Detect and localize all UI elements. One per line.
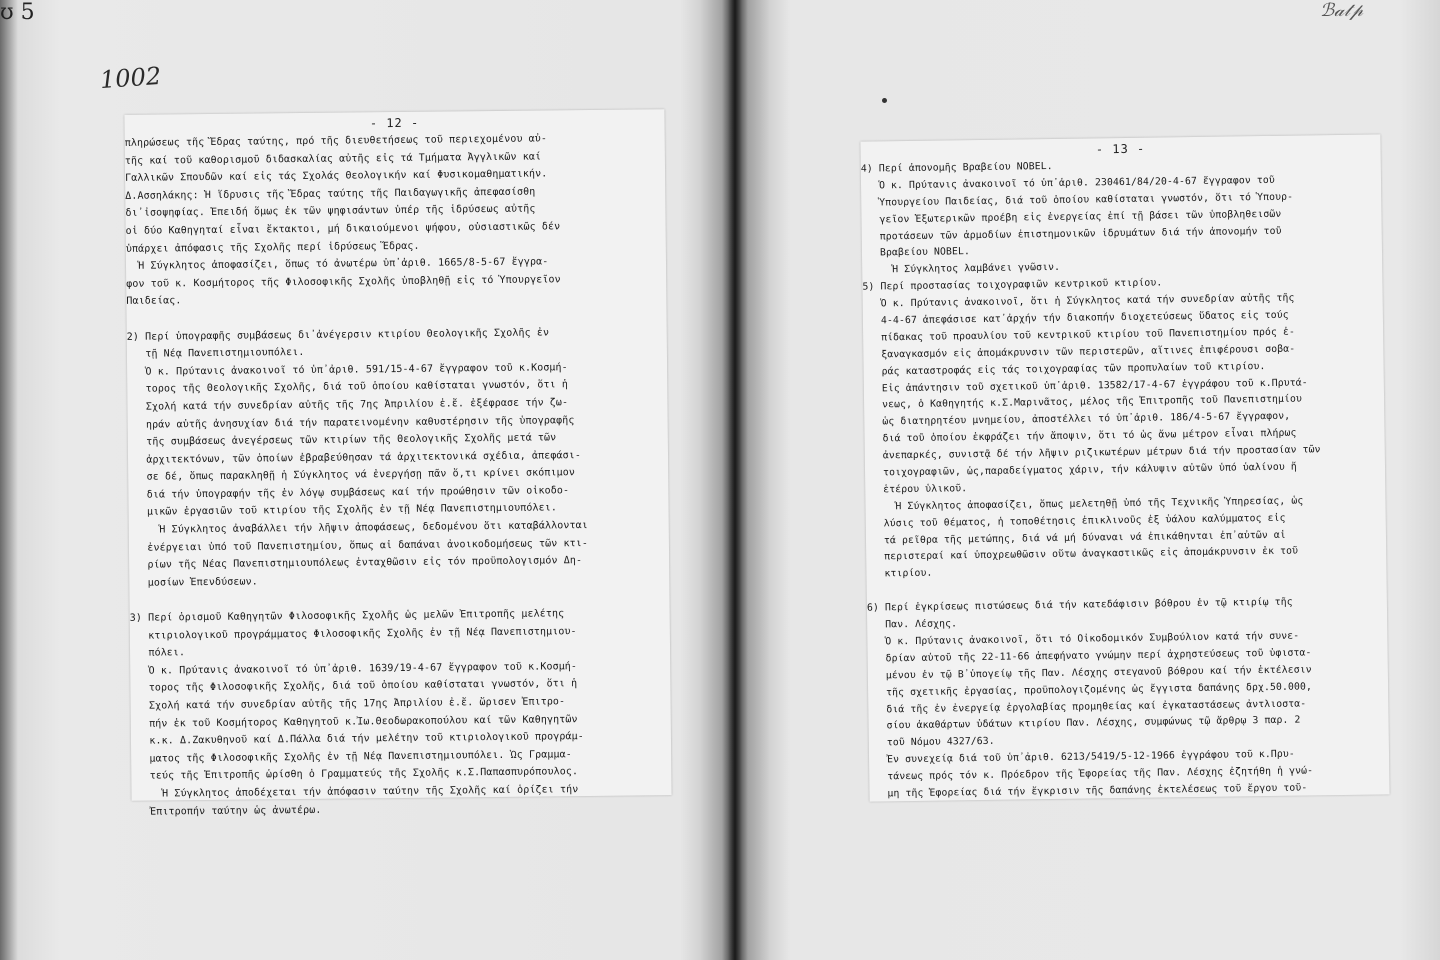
text-line: τοιχογραφιῶν, ὡς,παραδείγματος χάριν, τήν κάλυψιν αὐτῶν ὑπό ὑαλίνου ἤ: [864, 461, 1297, 479]
text-line: προτάσεων τῶν ἁρμοδίων ἐπιστημονικῶν ἱδρυμάτων διά τήν ἀπονομήν τοῦ: [861, 225, 1282, 243]
text-line: Ἐπιτροπήν ταύτην ὡς ἀνωτέρω.: [131, 804, 322, 818]
text-line: ὑπάρχει ἀπόφασις τῆς Σχολῆς περί ἱδρύσεως Ἕδρας.: [125, 240, 420, 255]
text-line: Σχολή κατά τήν συνεδρίαν αὐτῆς τῆς 17ης Ἀπριλίου ἐ.ἔ. ὥρισεν Ἐπιτρο-: [130, 696, 566, 712]
text-line: Δ.Ασσηλάκης: Ἡ ἵδρυσις τῆς Ἕδρας ταύτης τῆς Παιδαγωγικῆς ἀπεφασίσθη: [125, 186, 536, 202]
text-line: τάνεως πρός τόν κ. Πρόεδρον τῆς Ἐφορείας τῆς Παν. Λέσχης ἐζητήθη ἡ γνώ-: [869, 765, 1314, 783]
text-line: διά τήν ὑπογραφήν τῆς ἐν λόγῳ συμβάσεως καί τήν προώθησιν τῶν οἰκοδο-: [128, 485, 570, 501]
text-line: σίου ἀκαθάρτων ὑδάτων κτιρίου Παν. Λέσχης, συμφώνως τῷ ἄρθρῳ 3 παρ. 2: [868, 714, 1301, 732]
text-line: 6) Περί ἐγκρίσεως πιστώσεως διά τήν κατεδάφισιν βόθρου ἐν τῷ κτιρίῳ τῆς: [866, 596, 1293, 614]
text-line: Βραβείου NOBEL.: [861, 246, 971, 260]
text-line: μένου ἐν τῷ Β᾽ὑπογείῳ τῆς Παν. Λέσχης στεγανοῦ βόθρου καί τήν ἐκτέλεσιν: [867, 664, 1312, 682]
text-line: ἑτέρου ὑλικοῦ.: [865, 483, 968, 496]
text-line: ξαναγκασμόν εἰς ἀπομάκρυνσιν τῶν περιστερῶν, αἵτινες ἐπιφέρουσι σοβα-: [863, 343, 1296, 361]
text-line: Ἡ Σύγκλητος ἀποφασίζει, ὅπως μελετηθῇ ὑπό τῆς Τεχνικῆς Ὑπηρεσίας, ὡς: [865, 495, 1304, 513]
text-line: δρίαν αὐτοῦ τῆς 22-11-66 ἀπεφήνατο γνώμην περί ἀχρηστεύσεως τοῦ ὑφιστα-: [867, 647, 1312, 665]
corner-handwriting: ʊ 5: [0, 0, 35, 25]
text-line: ἀνεπαρκές, συνιστᾷ δέ τήν λῆψιν ριζικωτέρων μέτρων διά τήν προστασίαν τῶν: [864, 444, 1321, 462]
left-typewritten-page: [124, 109, 671, 818]
text-line: πίδακας τοῦ προαυλίου τοῦ κεντρικοῦ κτιρίου τοῦ Πανεπιστημίου πρός ἐ-: [863, 326, 1296, 344]
text-line: τορος τῆς Θεολογικῆς Σχολῆς, διά τοῦ ὁποίου καθίσταται γνωστόν, ὅτι ἡ: [127, 379, 569, 396]
text-line: διά τῆς ἐν ἐνεργείᾳ ἐργολαβίας προμηθείας καί ἐγκαταστάσεως ἀντλιοστα-: [868, 697, 1307, 716]
text-line: ματος τῆς Φιλοσοφικῆς Σχολῆς ἐν τῇ Νέᾳ Πανεπιστημιουπόλει. Ὡς Γραμμα-: [131, 748, 572, 765]
text-line: ὡς διατηρητέου μνημείου, ἀποστέλλει τό ὑπ᾽ἀριθ. 186/4-5-67 ἔγγραφον,: [864, 411, 1291, 428]
text-line: Ὑπουργείου Παιδείας, διά τοῦ ὁποίου καθίσταται γνωστόν, ὅτι τό Ὑπουρ-: [861, 191, 1294, 209]
text-line: ράς καταστροφάς εἰς τάς τοιχογραφίας τῶν προπυλαίων τοῦ κτιρίου.: [863, 360, 1266, 378]
text-line: Ὁ κ. Πρύτανις ἀνακοινοῖ τό ὑπ᾽ἀριθ. 1639/19-4-67 ἔγγραφον τοῦ κ.Κοσμή-: [130, 660, 578, 677]
text-line: οἱ δύο Καθηγηταί εἶναι ἔκτακτοι, μή δικαιούμενοι ψήφου, οὐσιαστικῶς δέν: [125, 221, 561, 237]
text-line: Ἡ Σύγκλητος ἀποδέχεται τήν ἀπόφασιν ταύτην τῆς Σχολῆς καί ὁρίζει τήν: [131, 784, 579, 800]
text-line: σε δέ, ὅπως παρακληθῇ ἡ Σύγκλητος νά ἐνεργήσῃ πᾶν ὅ,τι κρίνει σκόπιμον: [128, 467, 576, 484]
text-line: ἐνέργειαι ὑπό τοῦ Πανεπιστημίου, ὅπως αἱ δαπάναι ἀνοικοδομήσεως τῶν κτι-: [128, 537, 589, 554]
text-line: 4) Περί ἀπονομῆς Βραβείου NOBEL.: [860, 160, 1053, 175]
text-line: κτιρίου.: [866, 568, 933, 580]
text-line: ηράν αὐτῆς ἀνησυχίαν διά τήν παρατεινομένην καθυστέρησιν τῆς ὑπογραφῆς: [127, 414, 575, 431]
text-line: 2) Περί ὑπογραφῆς συμβάσεως δι᾽ἀνέγερσιν κτιρίου Θεολογικῆς Σχολῆς ἐν: [126, 326, 550, 343]
corner-signature: ℬ𝒶𝓉𝓅: [1320, 0, 1363, 21]
text-line: Γαλλικῶν Σπουδῶν καί εἰς τάς Σχολάς Θεολογικήν καί Φυσικομαθηματικήν.: [125, 168, 548, 185]
text-line: 3) Περί ὁρισμοῦ Καθηγητῶν Φιλοσοφικῆς Σχολῆς ὡς μελῶν Ἐπιτροπῆς μελέτης: [129, 608, 565, 624]
text-line: Ὁ κ. Πρύτανις ἀνακοινοῖ τό ὑπ᾽ἀριθ. 591/15-4-67 ἔγγραφον τοῦ κ.Κοσμή-: [127, 361, 568, 378]
text-line: Ἐν συνεχείᾳ διά τοῦ ὑπ᾽ἀριθ. 6213/5419/5-12-1966 ἐγγράφου τοῦ κ.Πρυ-: [868, 748, 1295, 766]
dust-speck: [882, 98, 887, 103]
text-line: ρίων τῆς Νέας Πανεπιστημιουπόλεως ἐνταχθῶσιν εἰς τόν προϋπολογισμόν Δη-: [129, 555, 583, 572]
text-line: περιστεραί καί ὑποχρεωθῶσιν οὕτω ἀναγκαστικῶς εἰς ἀπομάκρυνσιν ἐκ τοῦ: [866, 546, 1299, 564]
text-line: κ.κ. Δ.Ζακυθηνοῦ καί Δ.Πάλλα διά τήν μελέτην τοῦ κτιριολογικοῦ προγράμ-: [130, 731, 584, 747]
page-number-right: - 13 -: [1095, 141, 1146, 157]
text-line: 4-4-67 ἀπεφάσισε κατ᾽ἀρχήν τήν διακοπήν διοχετεύσεως ὕδατος εἰς τούς: [862, 309, 1289, 327]
text-line: τῆς σχετικῆς ἐργασίας, προϋπολογιζομένης ὡς ἔγγιστα δαπάνης δρχ.50.000,: [868, 681, 1313, 699]
text-line: νεως, ὁ Καθηγητής κ.Σ.Μαρινᾶτος, μέλος τῆς Ἐπιτροπῆς τοῦ Πανεπιστημίου: [864, 393, 1303, 412]
text-line: ἀρχιτεκτόνων, τῶν ὁποίων ἐβραβεύθησαν τά ἀρχιτεκτονικά σχέδια, ἀπεφάσι-: [127, 449, 581, 466]
text-line: γεῖον Ἐξωτερικῶν προέβη εἰς ἐνεργείας ἐπί τῇ βάσει τῶν ὑποβληθεισῶν: [861, 208, 1282, 226]
text-line: τῇ Νέᾳ Πανεπιστημιουπόλει.: [126, 347, 305, 360]
text-line: διά τοῦ ὁποίου ἐκφράζει τήν ἄποψιν, ὅτι τό ὡς ἄνω μέτρον εἶναι πλήρως: [864, 427, 1297, 445]
text-line: τά ρεῖθρα τῆς μετώπης, διά νά μή δύναναι νά ἐπικάθηνται ἐπ᾽αὐτῶν αἱ: [865, 529, 1286, 547]
text-line: τεύς τῆς Ἐπιτροπῆς ὡρίσθη ὁ Γραμματεύς τῆς Σχολῆς κ.Σ.Παπασπυρόπουλος.: [131, 766, 579, 783]
text-line: Ἡ Σύγκλητος ἀναβάλλει τήν λῆψιν ἀποφάσεως, δεδομένου ὅτι καταβάλλονται: [128, 520, 588, 536]
right-typewritten-page: [860, 134, 1389, 801]
text-line: Εἰς ἀπάντησιν τοῦ σχετικοῦ ὑπ᾽ἀριθ. 13582/17-4-67 ἐγγράφου τοῦ κ.Πρυτά-: [863, 377, 1308, 395]
text-line: τῆς καί τοῦ καθορισμοῦ διδασκαλίας αὐτῆς εἰς τά Τμήματα Ἀγγλικῶν καί: [124, 151, 542, 167]
text-line: Ὁ κ. Πρύτανις ἀνακοινοῖ τό ὑπ᾽ἀριθ. 230461/84/20-4-67 ἔγγραφον τοῦ: [860, 174, 1275, 192]
text-line: Ἡ Σύγκλητος λαμβάνει γνῶσιν.: [862, 262, 1061, 276]
text-line: μη τῆς Ἐφορείας διά τήν ἔγκρισιν τῆς δαπάνης ἐκτελέσεως τοῦ ἔργου τοῦ-: [869, 782, 1308, 800]
text-line: Παν. Λέσχης.: [867, 618, 958, 631]
text-line: Σχολή κατά τήν συνεδρίαν αὐτῆς τῆς 7ης Ἀπριλίου ἐ.ἔ. ἐξέφρασε τήν ζω-: [127, 397, 569, 413]
right-page-text: [861, 154, 1390, 803]
text-line: μικῶν ἐργασιῶν τοῦ κτιρίου τῆς Σχολῆς ἐν τῇ Νέᾳ Πανεπιστημιουπόλει.: [128, 502, 558, 519]
text-line: τοῦ Νόμου 4327/63.: [868, 736, 995, 749]
left-page-text: [125, 129, 672, 821]
text-line: τῆς συμβάσεως ἀνεγέρσεως τῶν κτιρίων τῆς Θεολογικῆς Σχολῆς μετά τῶν: [127, 432, 557, 448]
text-line: πληρώσεως τῆς Ἕδρας ταύτης, πρό τῆς διευθετήσεως τοῦ περιεχομένου αὐ-: [124, 133, 548, 149]
text-line: κτιριολογικοῦ προγράμματος Φιλοσοφικῆς Σχολῆς ἐν τῇ Νέᾳ Πανεπιστημιου-: [129, 625, 577, 642]
text-line: λύσις τοῦ θέματος, ἡ τοποθέτησις ἐπικλινοῦς ἐξ ὑάλου καλύμματος εἰς: [865, 512, 1286, 530]
text-line: Ὁ κ. Πρύτανις ἀνακοινοῖ, ὅτι τό Οἰκοδομικόν Συμβούλιον κατά τήν συνε-: [867, 630, 1300, 648]
book-gutter: [700, 0, 770, 960]
text-line: πήν ἐκ τοῦ Κοσμήτορος Καθηγητοῦ κ.Ἰω.Θεοδωρακοπούλου καί τῶν Καθηγητῶν: [130, 713, 578, 730]
text-line: τορος τῆς Φιλοσοφικῆς Σχολῆς, διά τοῦ ὁποίου καθίσταται γνωστόν, ὅτι ἡ: [130, 678, 578, 695]
text-line: 5) Περί προστασίας τοιχογραφιῶν κεντρικοῦ κτιρίου.: [862, 277, 1163, 293]
text-line: Παιδείας.: [126, 295, 182, 308]
text-line: φον τοῦ κ. Κοσμήτορος τῆς Φιλοσοφικῆς Σχολῆς ὑποβληθῇ εἰς τό Ὑπουργεῖον: [126, 274, 561, 290]
text-line: μοσίων Ἐπενδύσεων.: [129, 576, 258, 589]
handwritten-folio-number: 1002: [99, 61, 162, 95]
text-line: δι᾽ἰσοψηφίας. Ἐπειδή ὅμως ἐκ τῶν ψηφισάντων ὑπέρ τῆς ἱδρύσεως αὐτῆς: [125, 203, 536, 220]
page-number-left: - 12 -: [369, 115, 420, 131]
text-line: Ἡ Σύγκλητος ἀποφασίζει, ὅπως τό ἀνωτέρω ὑπ᾽ἀριθ. 1665/8-5-67 ἔγγρα-: [125, 256, 549, 272]
text-line: πόλει.: [130, 647, 186, 660]
text-line: Ὁ κ. Πρύτανις ἀνακοινοῖ, ὅτι ἡ Σύγκλητος κατά τήν συνεδρίαν αὐτῆς τῆς: [862, 292, 1295, 310]
